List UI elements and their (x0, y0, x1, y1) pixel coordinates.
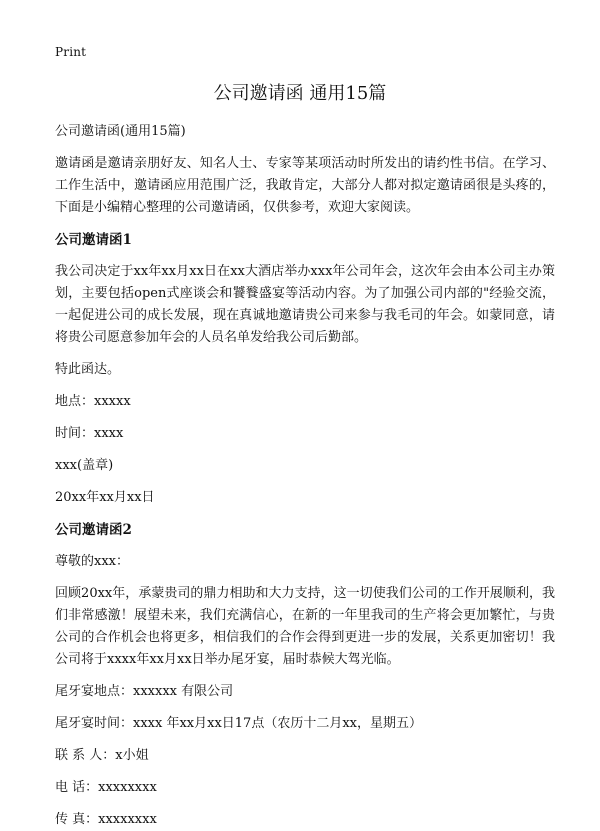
section1-body: 我公司决定于xx年xx月xx日在xx大酒店举办xxx年公司年会，这次年会由本公司主办策划，主要包括open式座谈会和饕餮盛宴等活动内容。为了加强公司内部的"经验交流，一起促进公司的成长发展，现在真诚地邀请贵公司来参与我毛司的年会。如蒙同意，请将贵公司愿意参加年会的人员名单发给我公司后勤部。 (55, 264, 555, 345)
document-body (55, 121, 555, 831)
document-title: 公司邀请函 通用15篇 (213, 83, 387, 104)
section1-closing: 特此函达。 (55, 362, 121, 377)
section2-time: 尾牙宴时间：xxxx 年xx月xx日17点（农历十二月xx，星期五） (55, 716, 422, 731)
section2-phone: 电 话：xxxxxxxx (55, 780, 157, 795)
section1-time: 时间：xxxx (55, 426, 124, 441)
section2-fax: 传 真：xxxxxxxx (55, 812, 157, 827)
section2-venue: 尾牙宴地点：xxxxxx 有限公司 (55, 684, 234, 699)
section1-seal: xxx(盖章) (55, 458, 114, 473)
section2-heading: 公司邀请函2 (55, 522, 132, 538)
section1-heading: 公司邀请函1 (55, 232, 132, 248)
intro-subtitle: 公司邀请函(通用15篇) (55, 124, 186, 139)
print-label: Print (55, 45, 87, 59)
section2-salutation: 尊敬的xxx： (55, 554, 129, 569)
section2-body: 回顾20xx年，承蒙贵司的鼎力相助和大力支持，这一切使我们公司的工作开展顺利，我们非常感激！展望未来，我们充满信心，在新的一年里我司的生产将会更加繁忙，与贵公司的合作机会也将更多，相信我们的合作会得到更进一步的发展，关系更加密切！我公司将于xxxx年xx月xx日举办尾牙宴，届时恭候大驾光临。 (55, 586, 555, 667)
section1-location: 地点：xxxxx (55, 394, 131, 409)
section1-date: 20xx年xx月xx日 (55, 490, 155, 505)
section2-contact: 联 系 人：x小姐 (55, 748, 149, 763)
intro-paragraph: 邀请函是邀请亲朋好友、知名人士、专家等某项活动时所发出的请约性书信。在学习、工作生活中，邀请函应用范围广泛，我敢肯定，大部分人都对拟定邀请函很是头疼的，下面是小编精心整理的公司邀请函，仅供参考，欢迎大家阅读。 (55, 156, 555, 215)
